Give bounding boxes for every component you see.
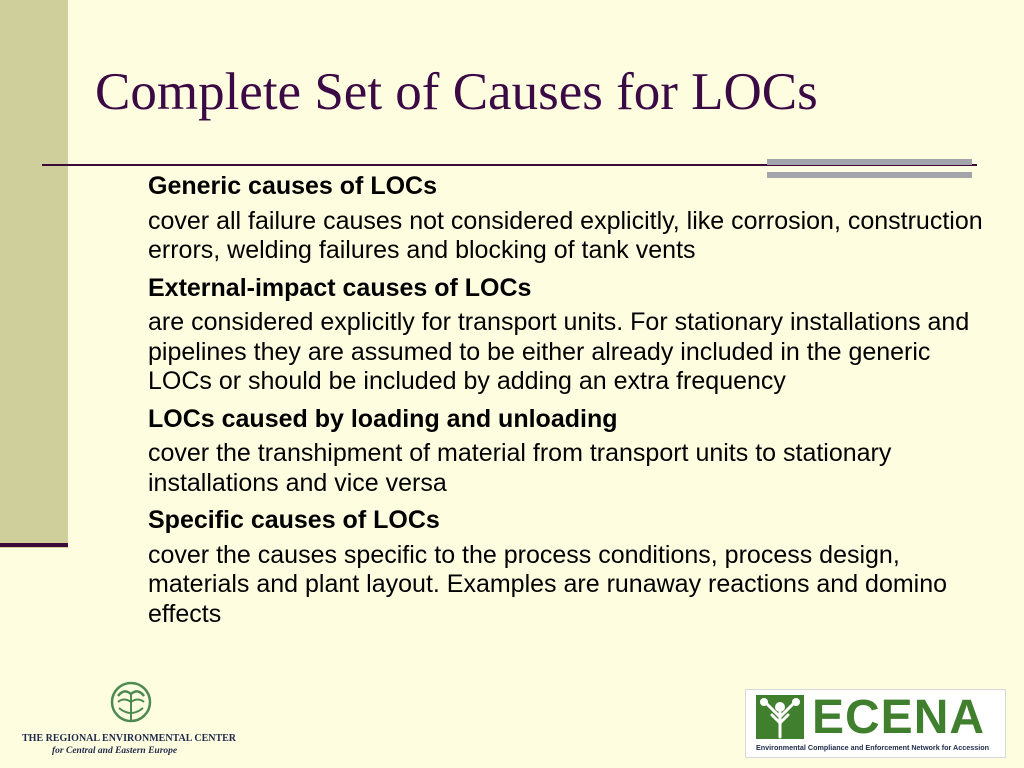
left-decorative-strip — [0, 0, 68, 548]
rec-subtitle: for Central and Eastern Europe — [52, 746, 178, 756]
rec-name: THE REGIONAL ENVIRONMENTAL CENTER — [22, 733, 237, 744]
rec-logo — [18, 680, 237, 760]
left-strip-rule — [0, 543, 68, 547]
tree-icon — [754, 693, 806, 741]
section-body: cover all failure causes not considered explicitly, like corrosion, construction errors, welding failures and blocking of tank vents — [148, 206, 983, 264]
section-specific-causes — [148, 502, 998, 629]
slide-content — [148, 168, 998, 633]
section-loading-unloading — [148, 401, 998, 499]
section-heading: LOCs caused by loading and unloading — [148, 404, 618, 433]
accent-bar-top — [767, 159, 972, 165]
section-heading: External-impact causes of LOCs — [148, 273, 532, 302]
ecena-logo — [745, 689, 1006, 758]
section-body: are considered explicitly for transport units. For stationary installations and pipelines they are assumed to be either already included in the generic LOCs or should be included by adding an extra frequency — [148, 308, 970, 395]
section-external-impact-causes — [148, 270, 998, 397]
section-body: cover the transhipment of material from transport units to stationary installations and vice versa — [148, 439, 892, 497]
section-body: cover the causes specific to the process conditions, process design, materials and plant layout. Examples are runaway reactions and domino effects — [148, 540, 948, 628]
section-heading: Specific causes of LOCs — [148, 506, 440, 534]
ecena-wordmark: ECENA — [812, 691, 986, 744]
rec-emblem-icon — [109, 680, 153, 728]
section-generic-causes — [148, 168, 998, 266]
slide-title: Complete Set of Causes for LOCs — [95, 63, 818, 121]
ecena-tagline: Environmental Compliance and Enforcement Network for Accession — [756, 743, 989, 752]
section-heading: Generic causes of LOCs — [148, 172, 438, 200]
